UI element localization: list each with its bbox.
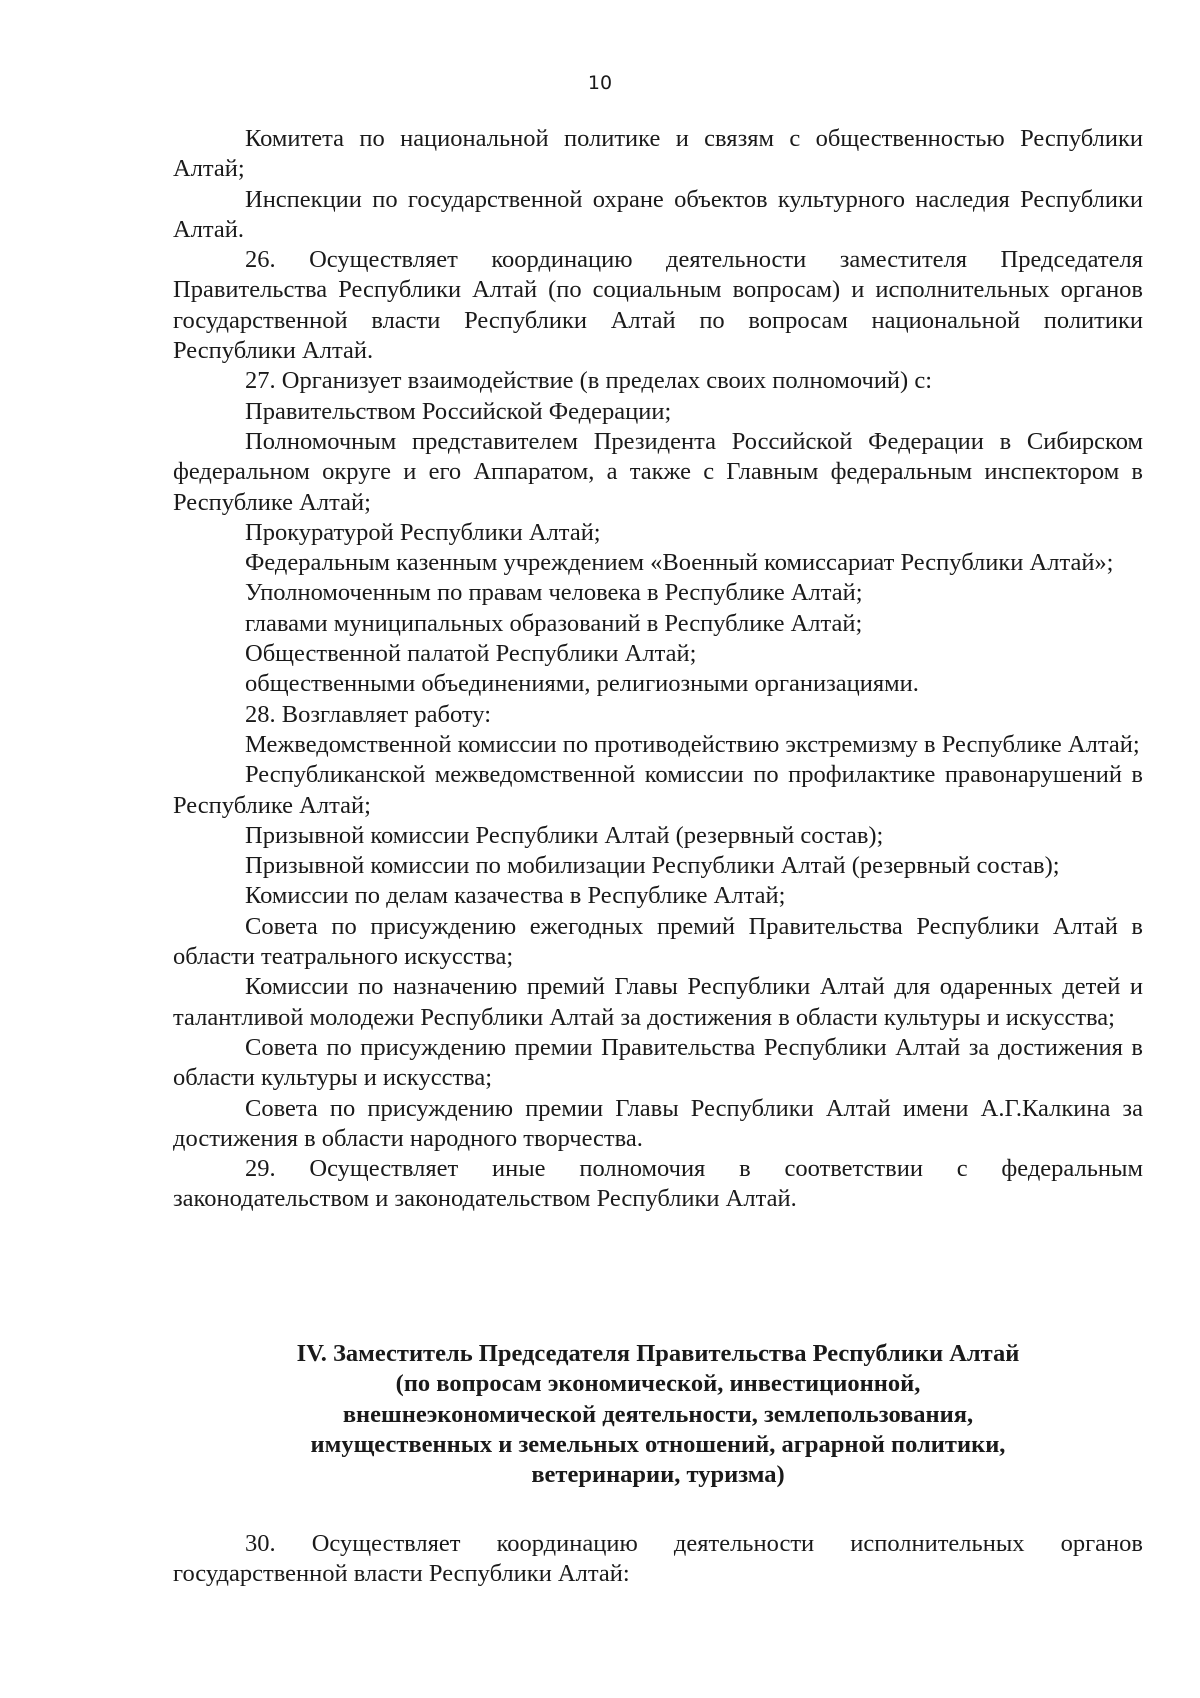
paragraph: Уполномоченным по правам человека в Республике Алтай; (245, 579, 863, 607)
paragraph: Прокуратурой Республики Алтай; (245, 518, 601, 546)
paragraph: 26. Осуществляет координацию деятельности заместителя Председателя Правительства Республики Алтай (по социальным вопросам) и исполнительных органов государственной власти Республики Алтай по вопросам национальной политики Республики Алтай. (173, 246, 1143, 365)
paragraph: Совета по присуждению ежегодных премий Правительства Республики Алтай в области театрального искусства; (173, 912, 1143, 971)
paragraph: 28. Возглавляет работу: (245, 700, 492, 728)
section-heading (173, 1339, 1143, 1490)
section-heading-line: имущественных и земельных отношений, аграрной политики, (310, 1430, 1006, 1458)
section-heading-line: внешнеэкономической деятельности, землепользования, (342, 1400, 974, 1428)
paragraph: общественными объединениями, религиозными организациями. (245, 670, 919, 698)
section-heading-line: IV. Заместитель Председателя Правительства Республики Алтай (296, 1340, 1020, 1367)
paragraph: Совета по присуждению премии Правительства Республики Алтай за достижения в области культуры и искусства; (173, 1033, 1143, 1092)
paragraph: Общественной палатой Республики Алтай; (245, 640, 697, 668)
page-number: 10 (587, 72, 613, 94)
paragraph: Призывной комиссии по мобилизации Республики Алтай (резервный состав); (245, 852, 1060, 880)
paragraph: Правительством Российской Федерации; (245, 397, 672, 425)
section-heading-line: ветеринарии, туризма) (531, 1461, 785, 1489)
paragraph: Федеральным казенным учреждением «Военный комиссариат Республики Алтай»; (245, 549, 1114, 577)
paragraph: Межведомственной комиссии по противодействию экстремизму в Республике Алтай; (245, 730, 1140, 758)
paragraph: 27. Организует взаимодействие (в пределах своих полномочий) с: (245, 367, 933, 395)
paragraph: Республиканской межведомственной комиссии по профилактике правонарушений в Республике Алтай; (173, 761, 1143, 819)
paragraph: Призывной комиссии Республики Алтай (резервный состав); (245, 821, 884, 849)
section-heading-line: (по вопросам экономической, инвестиционной, (395, 1370, 921, 1398)
section-body (173, 1529, 1143, 1590)
paragraph: Совета по присуждению премии Главы Республики Алтай имени А.Г.Калкина за достижения в области народного творчества. (173, 1094, 1143, 1152)
document-body (173, 124, 1143, 1215)
paragraph: Инспекции по государственной охране объектов культурного наследия Республики Алтай. (173, 185, 1143, 243)
paragraph: Полномочным представителем Президента Российской Федерации в Сибирском федеральном округе и его Аппаратом, а также с Главным федеральным инспектором в Республике Алтай; (173, 427, 1143, 516)
paragraph: Комиссии по назначению премий Главы Республики Алтай для одаренных детей и талантливой молодежи Республики Алтай за достижения в области культуры и искусства; (173, 973, 1143, 1031)
paragraph: главами муниципальных образований в Республике Алтай; (245, 609, 863, 637)
paragraph: 29. Осуществляет иные полномочия в соответствии с федеральным законодательством и законодательством Республики Алтай. (173, 1155, 1143, 1213)
paragraph: Комитета по национальной политике и связям с общественностью Республики Алтай; (173, 125, 1143, 183)
paragraph: 30. Осуществляет координацию деятельности исполнительных органов государственной власти Республики Алтай: (173, 1530, 1143, 1588)
paragraph: Комиссии по делам казачества в Республике Алтай; (245, 882, 786, 910)
